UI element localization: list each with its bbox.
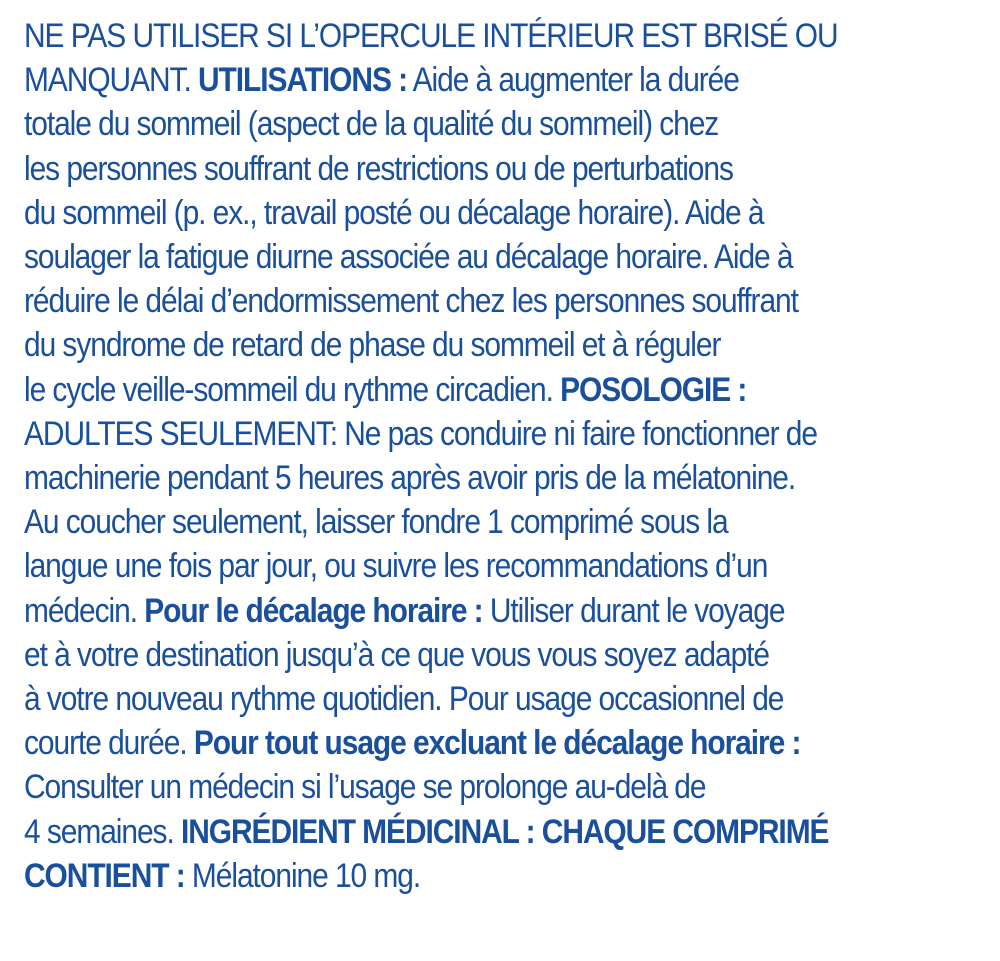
text-line [24,323,873,367]
body-text: MANQUANT. [24,61,198,100]
text-line [24,544,873,588]
text-line [24,412,873,456]
body-text: ADULTES SEULEMENT: Ne pas conduire ni faire fonctionner de [24,414,817,453]
bold-heading-text: INGRÉDIENT MÉDICINAL : CHAQUE COMPRIMÉ [180,812,829,851]
product-label-text [24,14,873,898]
text-line [24,279,873,323]
text-line [24,14,873,58]
text-line [24,854,873,898]
bold-heading-text: Pour le décalage horaire : [144,591,483,630]
body-text: totale du sommeil (aspect de la qualité du sommeil) chez [24,105,719,144]
text-line [24,147,873,191]
bold-heading-text: UTILISATIONS : [197,61,408,100]
bold-heading-text: CONTIENT : [24,856,185,895]
text-line [24,721,873,765]
body-text: NE PAS UTILISER SI L’OPERCULE INTÉRIEUR EST BRISÉ OU [24,17,838,55]
body-text: courte durée. [24,724,194,763]
body-text: le cycle veille-sommeil du rythme circadien. [24,370,561,409]
body-text: soulager la fatigue diurne associée au décalage horaire. Aide à [24,238,793,277]
body-text: et à votre destination jusqu’à ce que vous vous soyez adapté [24,635,770,674]
body-text: langue une fois par jour, ou suivre les recommandations d’un [24,547,768,586]
text-line [24,810,873,854]
bold-heading-text: POSOLOGIE : [560,370,747,409]
text-line [24,368,873,412]
body-text: à votre nouveau rythme quotidien. Pour usage occasionnel de [24,680,784,719]
text-line [24,765,873,809]
text-line [24,589,873,633]
body-text: du sommeil (p. ex., travail posté ou décalage horaire). Aide à [24,193,764,232]
text-line [24,235,873,279]
text-line [24,500,873,544]
body-text: Utiliser durant le voyage [482,591,785,630]
body-text: médecin. [24,591,145,630]
body-text: machinerie pendant 5 heures après avoir pris de la mélatonine. [24,459,796,498]
body-text: Consulter un médecin si l’usage se prolonge au-delà de [24,768,706,807]
body-text: Aide à augmenter la durée [407,61,739,100]
text-line [24,58,873,102]
text-line [24,102,873,146]
text-line [24,633,873,677]
text-line [24,191,873,235]
body-text: Au coucher seulement, laisser fondre 1 comprimé sous la [24,503,728,542]
text-line [24,456,873,500]
body-text: 4 semaines. [24,812,181,851]
body-text: Mélatonine 10 mg. [184,856,421,895]
body-text: réduire le délai d’endormissement chez les personnes souffrant [24,282,798,321]
bold-heading-text: Pour tout usage excluant le décalage horaire : [193,724,801,763]
body-text: du syndrome de retard de phase du sommeil et à réguler [24,326,721,365]
text-line [24,677,873,721]
body-text: les personnes souffrant de restrictions ou de perturbations [24,149,733,188]
